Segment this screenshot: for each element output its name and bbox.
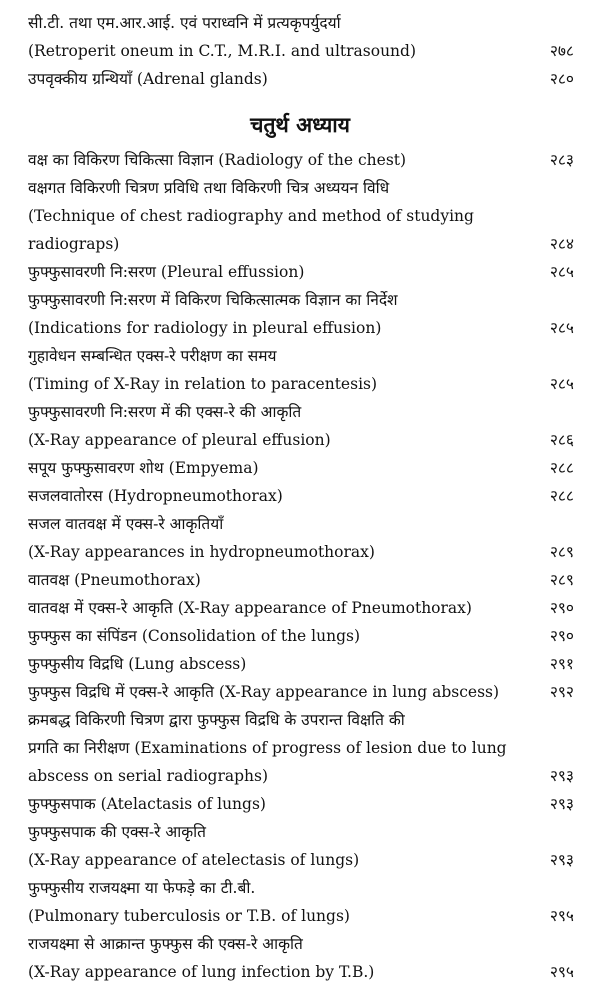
- toc-entry-text: (X-Ray appearance of atelectasis of lungs): [28, 851, 360, 869]
- toc-line: [28, 933, 574, 955]
- toc-line: [28, 457, 574, 479]
- toc-entry-text: सपूय फुफ्फुसावरण शोथ (Empyema): [28, 459, 259, 477]
- toc-line: [28, 513, 574, 535]
- toc-entry-text: (Pulmonary tuberculosis or T.B. of lungs): [28, 907, 350, 925]
- toc-entry-text: (X-Ray appearances in hydropneumothorax): [28, 543, 375, 561]
- toc-entry-text: फुफ्फुसीय राजयक्ष्मा या फेफड़े का टी.बी.: [28, 879, 256, 897]
- toc-line: [28, 793, 574, 815]
- toc-page-number: २९३: [549, 795, 574, 813]
- toc-line: [28, 765, 574, 787]
- toc-page-number: २८९: [549, 543, 574, 561]
- toc-entry-text: वातवक्ष (Pneumothorax): [28, 571, 201, 589]
- toc-line: [28, 177, 574, 199]
- toc-line: [28, 653, 574, 675]
- toc-entry-text: radiograps): [28, 235, 120, 253]
- toc-line: [28, 709, 574, 731]
- toc-entry-text: उपवृक्कीय ग्रन्थियाँ (Adrenal glands): [28, 70, 268, 88]
- toc-line: [28, 821, 574, 843]
- toc-line: [28, 681, 574, 703]
- toc-page-number: २८६: [549, 431, 574, 449]
- toc-line: [28, 429, 574, 451]
- toc-entry-text: (Timing of X-Ray in relation to paracentesis): [28, 375, 378, 393]
- toc-entry-text: फुफ्फुस विद्रधि में एक्स-रे आकृति (X-Ray appearance in lung abscess): [28, 683, 500, 701]
- toc-page-number: २८५: [549, 319, 574, 337]
- toc-entry-text: (Technique of chest radiography and method of studying: [28, 207, 474, 225]
- toc-entry-text: फुफ्फुस का संपिंडन (Consolidation of the lungs): [28, 627, 361, 645]
- toc-line: [28, 541, 574, 563]
- toc-page-number: २९०: [549, 627, 574, 645]
- toc-line: [28, 205, 574, 227]
- toc-page-number: २९१: [549, 655, 574, 673]
- toc-entry-text: (Retroperit oneum in C.T., M.R.I. and ultrasound): [28, 42, 416, 60]
- toc-line: [28, 149, 574, 171]
- toc-line: [28, 68, 574, 90]
- toc-page-number: २८८: [549, 487, 574, 505]
- toc-page-number: २९५: [549, 907, 574, 925]
- toc-entry-text: क्रमबद्ध विकिरणी चित्रण द्वारा फुफ्फुस विद्रधि के उपरान्त विक्षति की: [28, 711, 405, 729]
- toc-line: [28, 961, 574, 983]
- toc-line: [28, 877, 574, 899]
- toc-line: [28, 233, 574, 255]
- toc-entry-text: फुफ्फुसपाक (Atelactasis of lungs): [28, 795, 266, 813]
- toc-line: [28, 625, 574, 647]
- toc-line: [28, 373, 574, 395]
- toc-entry-text: फुफ्फुसावरणी नि:सरण (Pleural effussion): [28, 263, 305, 281]
- toc-entry-text: फुफ्फुसावरणी नि:सरण में की एक्स-रे की आकृति: [28, 403, 302, 421]
- toc-page-number: २८९: [549, 571, 574, 589]
- toc-line: [28, 485, 574, 507]
- toc-entry-text: प्रगति का निरीक्षण (Examinations of progress of lesion due to lung: [28, 739, 507, 757]
- toc-entry-text: सजलवातोरस (Hydropneumothorax): [28, 487, 283, 505]
- toc-page-number: २८४: [549, 235, 574, 253]
- toc-entry-text: राजयक्ष्मा से आक्रान्त फुफ्फुस की एक्स-रे आकृति: [28, 935, 303, 953]
- toc-entry-text: वातवक्ष में एक्स-रे आकृति (X-Ray appearance of Pneumothorax): [28, 599, 472, 617]
- toc-line: [28, 40, 574, 62]
- toc-entry-text: abscess on serial radiographs): [28, 767, 269, 785]
- chapter-heading: चतुर्थ अध्याय: [250, 112, 350, 137]
- toc-line: [28, 289, 574, 311]
- toc-entry-text: (X-Ray appearance of pleural effusion): [28, 431, 331, 449]
- toc-page-number: २९०: [549, 599, 574, 617]
- toc-line: [28, 849, 574, 871]
- toc-page-number: २८०: [549, 70, 574, 88]
- toc-page-number: २९३: [549, 767, 574, 785]
- toc-entry-text: फुफ्फुसावरणी नि:सरण में विकिरण चिकित्सात्मक विज्ञान का निर्देश: [28, 291, 398, 309]
- toc-entry-text: गुहावेधन सम्बन्धित एक्स-रे परीक्षण का समय: [28, 347, 277, 365]
- toc-entry-text: फुफ्फुसीय विद्रधि (Lung abscess): [28, 655, 247, 673]
- toc-page-number: २८८: [549, 459, 574, 477]
- toc-page-number: २८५: [549, 375, 574, 393]
- toc-entry-text: सी.टी. तथा एम.आर.आई. एवं पराध्वनि में प्रत्यकृपर्युदर्या: [28, 14, 341, 32]
- toc-line: [28, 12, 574, 34]
- toc-line: [28, 737, 574, 759]
- toc-page-number: २७८: [549, 42, 574, 60]
- toc-line: [28, 345, 574, 367]
- toc-page-number: २९२: [549, 683, 574, 701]
- toc-line: [28, 905, 574, 927]
- toc-entry-text: वक्ष का विकिरण चिकित्सा विज्ञान (Radiology of the chest): [28, 151, 407, 169]
- toc-line: [28, 569, 574, 591]
- toc-line: [28, 401, 574, 423]
- toc-line: [28, 261, 574, 283]
- toc-entry-text: (X-Ray appearance of lung infection by T.B.): [28, 963, 375, 981]
- toc-line: [28, 317, 574, 339]
- toc-page-number: २८५: [549, 263, 574, 281]
- toc-entry-text: (Indications for radiology in pleural effusion): [28, 319, 382, 337]
- toc-page-number: २९५: [549, 963, 574, 981]
- toc-entry-text: वक्षगत विकिरणी चित्रण प्रविधि तथा विकिरणी चित्र अध्ययन विधि: [28, 179, 390, 197]
- toc-entry-text: फुफ्फुसपाक की एक्स-रे आकृति: [28, 823, 206, 841]
- toc-page-number: २८३: [549, 151, 574, 169]
- toc-page-number: २९३: [549, 851, 574, 869]
- toc-entry-text: सजल वातवक्ष में एक्स-रे आकृतियाँ: [28, 515, 224, 533]
- toc-line: [28, 597, 574, 619]
